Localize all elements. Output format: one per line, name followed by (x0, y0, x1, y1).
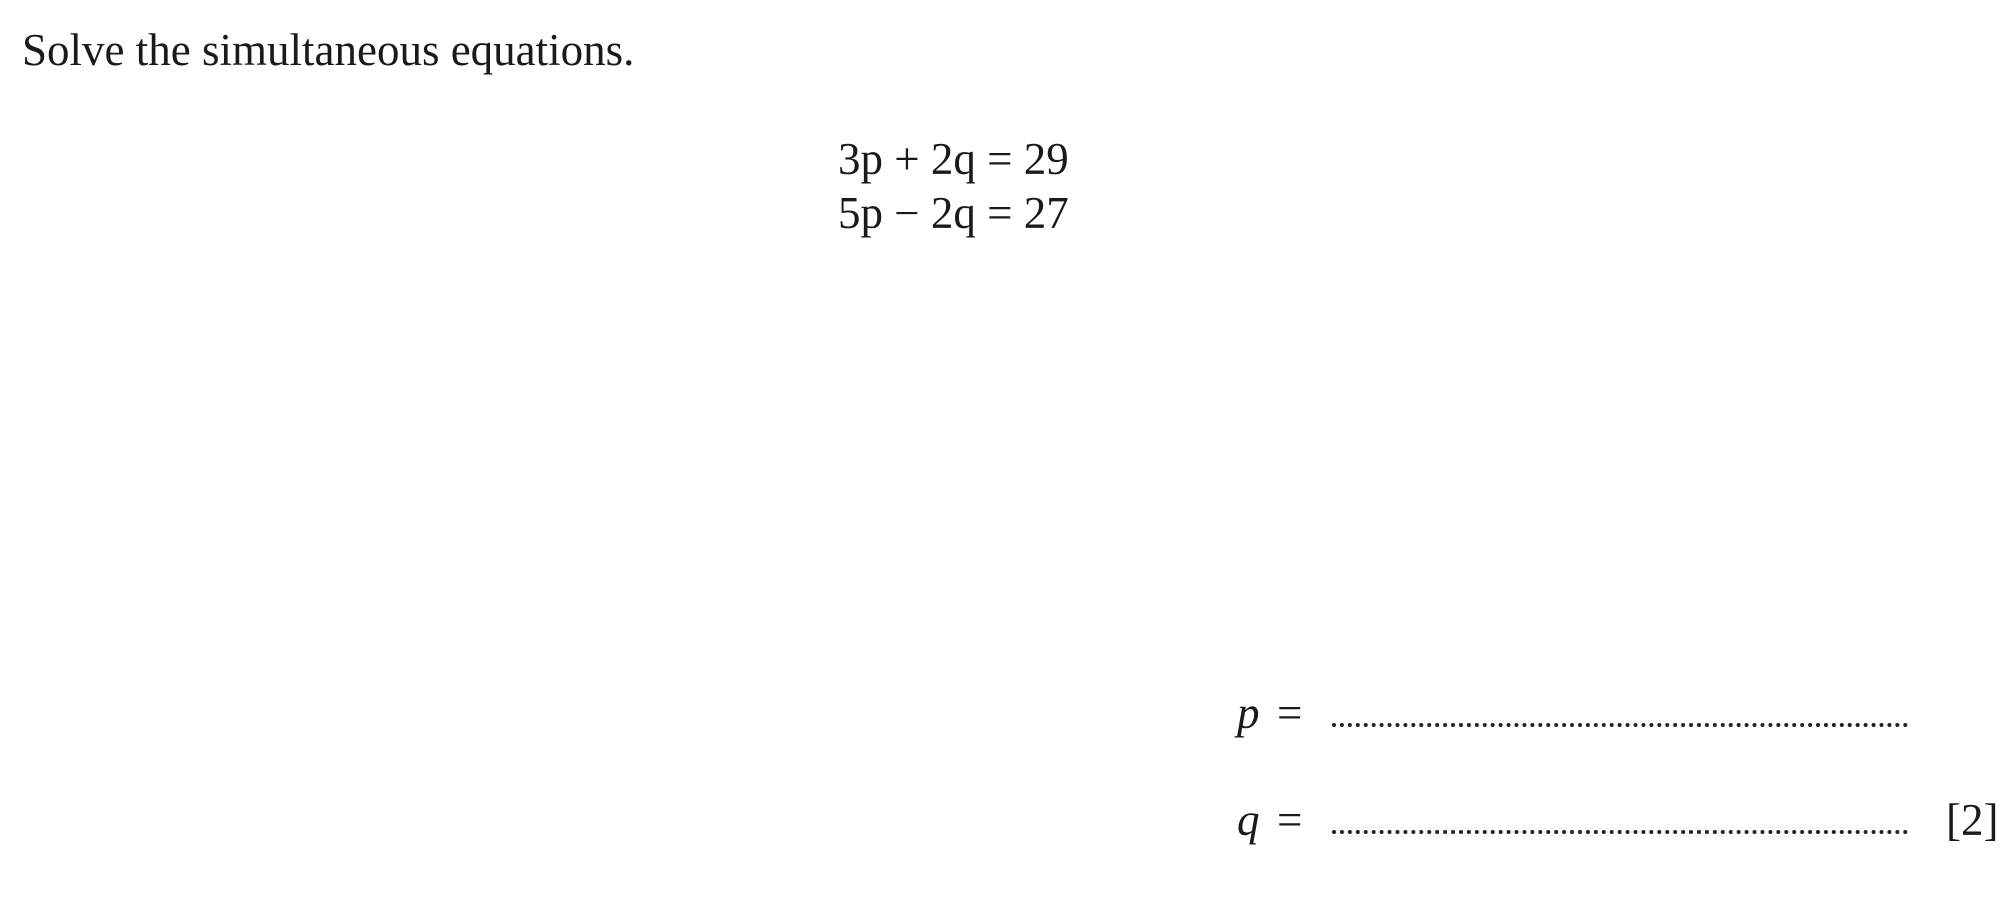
equals-sign-q: = (1277, 795, 1303, 845)
answer-label-p: p (1237, 688, 1260, 738)
marks-label: [2] (1946, 795, 1999, 845)
answer-row-q (1237, 790, 1997, 850)
answer-line-p[interactable] (1332, 723, 1908, 727)
answer-label-q: q (1237, 795, 1260, 845)
answer-row-p (1237, 683, 1997, 743)
question-prompt: Solve the simultaneous equations. (22, 25, 635, 75)
equals-sign-p: = (1277, 688, 1303, 738)
answer-line-q[interactable] (1332, 830, 1908, 834)
equation-2: 5p − 2q = 27 (838, 188, 1069, 238)
equation-block (838, 132, 1069, 240)
equation-1: 3p + 2q = 29 (838, 134, 1069, 184)
